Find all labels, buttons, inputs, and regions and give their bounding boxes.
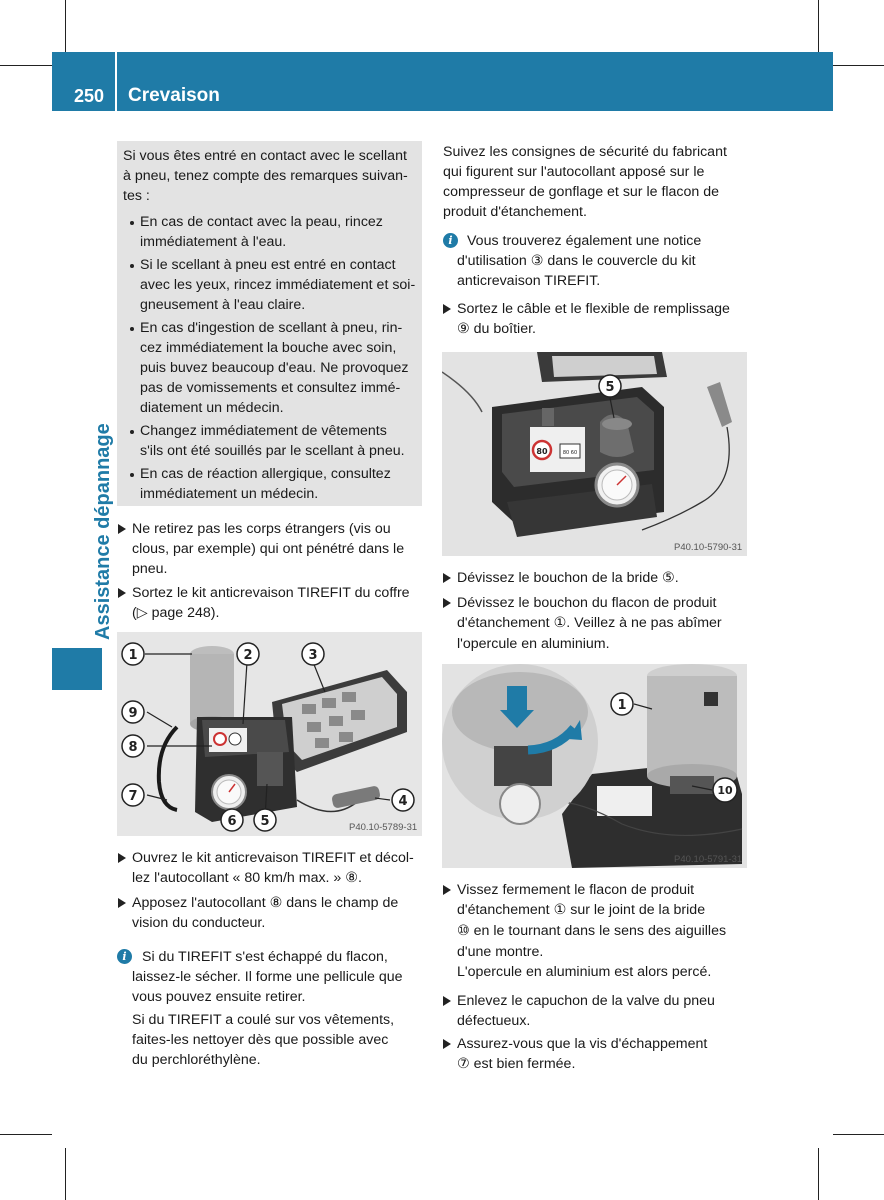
note-line: anticrevaison TIREFIT.: [457, 273, 601, 289]
callout-label: 10: [717, 784, 733, 797]
callout-label: 5: [605, 380, 615, 395]
step-line: Vissez fermement le flacon de produit: [457, 882, 695, 898]
step-line: Ouvrez le kit anticrevaison TIREFIT et décol-: [132, 850, 414, 866]
section-tab-label: Assistance dépannage: [92, 423, 114, 640]
bottle-mount-figure: [442, 664, 747, 868]
step-line: ⑨ du boîtier.: [457, 321, 536, 337]
callout-label: 2: [243, 648, 253, 663]
warning-bullet-line: pas de vomissements et consultez immé-: [140, 380, 401, 396]
step-line: vision du conducteur.: [132, 915, 266, 931]
page-number: 250: [74, 86, 105, 106]
flange-cap-figure: [442, 352, 747, 556]
figure-code: P40.10-5790-31: [674, 542, 743, 553]
step-line: d'une montre.: [457, 944, 544, 960]
step-arrow: [443, 573, 451, 583]
step-arrow: [443, 1039, 451, 1049]
warning-bullet-line: s'ils ont été souillés par le scellant à pneu.: [140, 443, 405, 459]
crop-mark: [833, 65, 884, 66]
callout-label: 5: [260, 814, 270, 829]
crop-mark: [0, 65, 52, 66]
header-divider: [115, 52, 117, 111]
step-line: ⑦ est bien fermée.: [457, 1056, 576, 1072]
warning-intro-line: à pneu, tenez compte des remarques suivan-: [123, 168, 408, 184]
step-line: Ne retirez pas les corps étrangers (vis ou: [132, 521, 391, 537]
callout-label: 8: [128, 740, 138, 755]
warning-bullet-line: diatement un médecin.: [140, 400, 284, 416]
crop-mark: [818, 0, 819, 52]
note-line: Si du TIREFIT s'est échappé du flacon,: [142, 949, 388, 965]
note-line: d'utilisation ③ dans le couvercle du kit: [457, 253, 696, 269]
intro-line: Suivez les consignes de sécurité du fabricant: [443, 144, 727, 160]
step-arrow: [118, 524, 126, 534]
step-line: Apposez l'autocollant ⑧ dans le champ de: [132, 895, 399, 911]
bullet-dot: [130, 473, 134, 477]
step-arrow: [443, 885, 451, 895]
intro-line: qui figurent sur l'autocollant apposé sur le: [443, 164, 705, 180]
step-line: l'opercule en aluminium.: [457, 636, 610, 652]
step-line: ⑩ en le tournant dans le sens des aiguilles: [457, 923, 727, 939]
callout-label: 1: [128, 648, 138, 663]
step-line: Sortez le kit anticrevaison TIREFIT du coffre: [132, 585, 410, 601]
tirefit-kit-figure: [117, 632, 422, 836]
note-line: vous pouvez ensuite retirer.: [132, 989, 306, 1005]
step-line: défectueux.: [457, 1013, 531, 1029]
step-line: d'étanchement ① sur le joint de la bride: [457, 902, 706, 918]
step-arrow: [118, 588, 126, 598]
step-arrow: [443, 996, 451, 1006]
note-line: Si du TIREFIT a coulé sur vos vêtements,: [132, 1012, 395, 1028]
bottle-mount-illustration: [442, 664, 747, 868]
step-line: pneu.: [132, 561, 168, 577]
callout-label: 4: [398, 794, 408, 809]
warning-bullet-line: avec les yeux, rincez immédiatement et soi-: [140, 277, 416, 293]
warning-intro-line: tes :: [123, 188, 150, 204]
note-line: laissez-le sécher. Il forme une pellicule que: [132, 969, 403, 985]
callout-label: 7: [128, 789, 138, 804]
warning-bullet-line: Si le scellant à pneu est entré en contact: [140, 257, 396, 273]
note-line: faites-les nettoyer dès que possible avec: [132, 1032, 389, 1048]
step-line: clous, par exemple) qui ont pénétré dans le: [132, 541, 405, 557]
step-arrow: [443, 598, 451, 608]
step-arrow: [118, 898, 126, 908]
sticker-text: 80 60: [562, 450, 578, 456]
section-tab-marker: [52, 648, 102, 690]
warning-bullet-line: cez immédiatement la bouche avec soin,: [140, 340, 397, 356]
crop-mark: [65, 0, 66, 52]
callout-label: 3: [308, 648, 318, 663]
warning-bullet-line: puis buvez beaucoup d'eau. Ne provoquez: [140, 360, 409, 376]
page-title: Crevaison: [128, 85, 220, 106]
crop-mark: [818, 1148, 819, 1200]
intro-line: compresseur de gonflage et sur le flacon de: [443, 184, 720, 200]
callout-label: 6: [227, 814, 237, 829]
note-line: Vous trouverez également une notice: [467, 233, 702, 249]
crop-mark: [0, 1134, 52, 1135]
bullet-dot: [130, 221, 134, 225]
info-icon: i: [443, 233, 458, 248]
warning-bullet-line: Changez immédiatement de vêtements: [140, 423, 387, 439]
crop-mark: [833, 1134, 884, 1135]
bullet-dot: [130, 430, 134, 434]
warning-bullet-line: En cas de contact avec la peau, rincez: [140, 214, 383, 230]
step-line: L'opercule en aluminium est alors percé.: [457, 964, 712, 980]
tirefit-kit-illustration: [117, 632, 422, 836]
callout-label: 1: [617, 698, 627, 713]
step-line: Assurez-vous que la vis d'échappement: [457, 1036, 708, 1052]
info-icon: i: [117, 949, 132, 964]
warning-bullet-line: immédiatement un médecin.: [140, 486, 319, 502]
step-line: Dévissez le bouchon de la bride ⑤.: [457, 570, 679, 586]
intro-line: produit d'étanchement.: [443, 204, 587, 220]
step-arrow: [118, 853, 126, 863]
flange-cap-illustration: [442, 352, 747, 556]
step-line: Enlevez le capuchon de la valve du pneu: [457, 993, 715, 1009]
bullet-dot: [130, 327, 134, 331]
bullet-dot: [130, 264, 134, 268]
warning-bullet-line: En cas d'ingestion de scellant à pneu, rin-: [140, 320, 403, 336]
step-line: d'étanchement ①. Veillez à ne pas abîmer: [457, 615, 722, 631]
warning-bullet-line: En cas de réaction allergique, consultez: [140, 466, 391, 482]
warning-bullet-line: immédiatement à l'eau.: [140, 234, 287, 250]
step-arrow: [443, 304, 451, 314]
note-line: du perchloréthylène.: [132, 1052, 261, 1068]
step-line: Sortez le câble et le flexible de remplissage: [457, 301, 730, 317]
figure-code: P40.10-5791-31: [674, 854, 743, 865]
figure-code: P40.10-5789-31: [349, 822, 418, 833]
crop-mark: [65, 1148, 66, 1200]
step-line: lez l'autocollant « 80 km/h max. » ⑧.: [132, 870, 362, 886]
step-line: (▷ page 248).: [132, 605, 220, 621]
step-line: Dévissez le bouchon du flacon de produit: [457, 595, 717, 611]
sticker-text: 80: [536, 447, 548, 456]
callout-label: 9: [128, 706, 138, 721]
warning-intro-line: Si vous êtes entré en contact avec le scellant: [123, 148, 407, 164]
warning-bullet-line: gneusement à l'eau claire.: [140, 297, 306, 313]
